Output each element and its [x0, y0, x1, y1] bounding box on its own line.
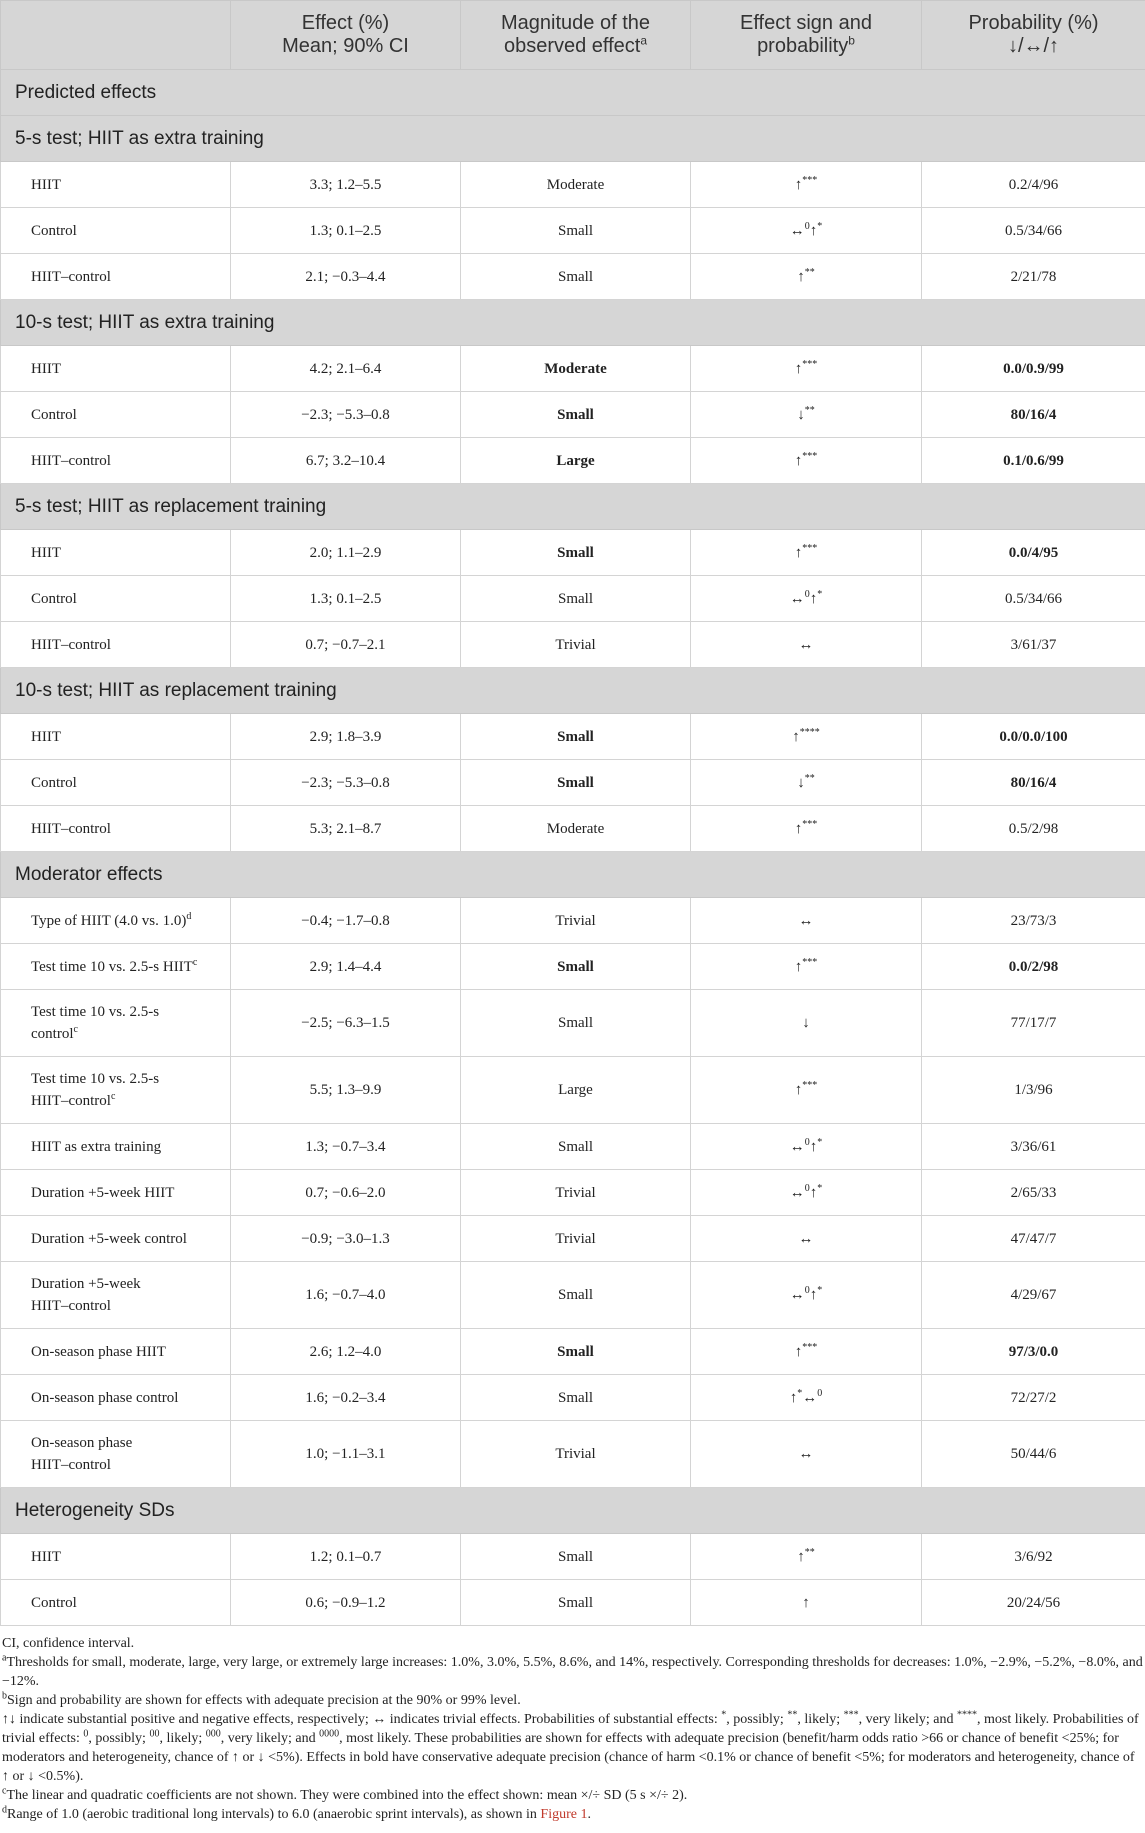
probability-cell: 3/36/61 — [922, 1124, 1145, 1170]
magnitude-cell: Small — [461, 1534, 691, 1580]
sign-cell: ↑*** — [691, 162, 922, 208]
footnote-arrows: ↑↓ indicate substantial positive and negative effects, respectively; ↔ indicates trivial effects. Probabilities of substantial effects: *, possibly; **, likely; ***, very likely; and ****, most likely. Probabilities of trivial effects: $^0$, possibly; $^{00}$, likely; $^{000}$, very likely; and $^{0000}$, most likely. These probabilities are shown for effects with adequate precision (benefit/harm odds ratio >66 or chance of benefit <25%; for moderators and heterogeneity, chance of ↑ or ↓ <5%). Effects in bold have conservative adequate precision (chance of harm <0.1% or chance of benefit <5%; for moderators and heterogeneity, chance of ↑ or ↓ <0.5%). — [2, 1709, 1139, 1784]
magnitude-cell: Small — [461, 208, 691, 254]
sign-cell: ↔ — [691, 622, 922, 668]
header-probability: Probability (%) ↓/↔/↑ — [922, 1, 1145, 70]
magnitude-cell: Small — [461, 1262, 691, 1329]
effect-cell: 1.0; −1.1–3.1 — [231, 1421, 461, 1488]
sign-cell: ↔ — [691, 1421, 922, 1488]
effect-cell: 5.3; 2.1–8.7 — [231, 806, 461, 852]
magnitude-cell: Trivial — [461, 1216, 691, 1262]
probability-cell: 97/3/0.0 — [922, 1329, 1145, 1375]
sign-cell: ↓** — [691, 760, 922, 806]
magnitude-cell: Small — [461, 760, 691, 806]
effect-cell: −0.9; −3.0–1.3 — [231, 1216, 461, 1262]
section-header — [1, 116, 1145, 162]
effect-cell: 1.3; 0.1–2.5 — [231, 208, 461, 254]
sign-cell: ↑*** — [691, 530, 922, 576]
row-label: HIIT — [1, 162, 231, 208]
probability-cell: 80/16/4 — [922, 392, 1145, 438]
row-label: HIIT as extra training — [1, 1124, 231, 1170]
magnitude-cell: Small — [461, 1580, 691, 1626]
table-row — [1, 576, 1145, 622]
magnitude-cell: Moderate — [461, 346, 691, 392]
effect-cell: 4.2; 2.1–6.4 — [231, 346, 461, 392]
effect-cell: 2.9; 1.8–3.9 — [231, 714, 461, 760]
row-label: Control — [1, 208, 231, 254]
sign-cell: ↓** — [691, 392, 922, 438]
section-title: Predicted effects — [1, 70, 1145, 116]
magnitude-cell: Moderate — [461, 806, 691, 852]
effect-cell: 2.0; 1.1–2.9 — [231, 530, 461, 576]
sign-cell: ↔$^0$↑* — [691, 1124, 922, 1170]
sign-cell: ↑*** — [691, 346, 922, 392]
effect-cell: −2.5; −6.3–1.5 — [231, 990, 461, 1057]
row-label: Control — [1, 760, 231, 806]
section-header — [1, 852, 1145, 898]
table-row — [1, 1124, 1145, 1170]
section-header — [1, 668, 1145, 714]
sign-cell: ↔$^0$↑* — [691, 208, 922, 254]
magnitude-cell: Small — [461, 1375, 691, 1421]
probability-cell: 80/16/4 — [922, 760, 1145, 806]
table-row — [1, 622, 1145, 668]
row-label: HIIT–control — [1, 622, 231, 668]
sign-cell: ↔ — [691, 1216, 922, 1262]
magnitude-cell: Small — [461, 990, 691, 1057]
magnitude-cell: Large — [461, 438, 691, 484]
table-row — [1, 254, 1145, 300]
probability-cell: 0.5/34/66 — [922, 576, 1145, 622]
row-label: Test time 10 vs. 2.5-s control$^c$ — [1, 990, 231, 1057]
sign-cell: ↑ — [691, 1580, 922, 1626]
probability-cell: 23/73/3 — [922, 898, 1145, 944]
sign-cell: ↔$^0$↑* — [691, 1262, 922, 1329]
sign-cell: ↑**** — [691, 714, 922, 760]
magnitude-cell: Trivial — [461, 898, 691, 944]
sign-cell: ↑** — [691, 1534, 922, 1580]
probability-cell: 77/17/7 — [922, 990, 1145, 1057]
probability-cell: 0.0/0.0/100 — [922, 714, 1145, 760]
table-row — [1, 438, 1145, 484]
footnote-b: $^b$Sign and probability are shown for effects with adequate precision at the 90% or 99% level. — [2, 1690, 521, 1708]
sign-cell: ↓ — [691, 990, 922, 1057]
sign-cell: ↑*** — [691, 1057, 922, 1124]
header-sign: Effect sign and probability$^b$ — [691, 1, 922, 70]
table-row — [1, 898, 1145, 944]
section-title: 5-s test; HIIT as replacement training — [1, 484, 1145, 530]
magnitude-cell: Small — [461, 530, 691, 576]
probability-cell: 0.0/0.9/99 — [922, 346, 1145, 392]
probability-cell: 50/44/6 — [922, 1421, 1145, 1488]
section-title: 10-s test; HIIT as replacement training — [1, 668, 1145, 714]
magnitude-cell: Moderate — [461, 162, 691, 208]
section-title: 5-s test; HIIT as extra training — [1, 116, 1145, 162]
magnitude-cell: Trivial — [461, 1170, 691, 1216]
probability-cell: 3/61/37 — [922, 622, 1145, 668]
effect-cell: −2.3; −5.3–0.8 — [231, 760, 461, 806]
sign-cell: ↔ — [691, 898, 922, 944]
table-row — [1, 1216, 1145, 1262]
footnote-c: $^c$The linear and quadratic coefficients are not shown. They were combined into the effect shown: mean ×/÷ SD (5 s ×/÷ 2). — [2, 1785, 688, 1803]
table-body — [1, 70, 1145, 1626]
effect-cell: 2.1; −0.3–4.4 — [231, 254, 461, 300]
section-header — [1, 484, 1145, 530]
effect-cell: 1.3; 0.1–2.5 — [231, 576, 461, 622]
sign-cell: ↑*** — [691, 1329, 922, 1375]
row-label: HIIT–control — [1, 438, 231, 484]
row-label: HIIT — [1, 714, 231, 760]
effect-cell: −0.4; −1.7–0.8 — [231, 898, 461, 944]
sign-cell: ↑** — [691, 254, 922, 300]
row-label: HIIT–control — [1, 806, 231, 852]
sign-cell: ↔$^0$↑* — [691, 576, 922, 622]
probability-cell: 2/65/33 — [922, 1170, 1145, 1216]
table-row — [1, 990, 1145, 1057]
table-row — [1, 944, 1145, 990]
effect-cell: 1.2; 0.1–0.7 — [231, 1534, 461, 1580]
footnote-a: $^a$Thresholds for small, moderate, large, very large, or extremely large increases: 1.0%, 3.0%, 5.5%, 8.6%, and 14%, respectively. Corresponding thresholds for decreases: 1.0%, −2.9%, −5.2%, −8.0%, and −12%. — [2, 1652, 1143, 1689]
magnitude-cell: Small — [461, 576, 691, 622]
table-row — [1, 1421, 1145, 1488]
row-label: Control — [1, 576, 231, 622]
probability-cell: 0.5/2/98 — [922, 806, 1145, 852]
magnitude-cell: Large — [461, 1057, 691, 1124]
footnotes — [0, 1626, 1145, 1824]
sign-cell: ↔$^0$↑* — [691, 1170, 922, 1216]
magnitude-cell: Trivial — [461, 1421, 691, 1488]
footnote-ci: CI, confidence interval. — [2, 1636, 135, 1651]
section-title: Moderator effects — [1, 852, 1145, 898]
magnitude-cell: Small — [461, 1329, 691, 1375]
effect-cell: 2.9; 1.4–4.4 — [231, 944, 461, 990]
magnitude-cell: Small — [461, 1124, 691, 1170]
row-label: Test time 10 vs. 2.5-s HIIT–control$^c$ — [1, 1057, 231, 1124]
effect-cell: 2.6; 1.2–4.0 — [231, 1329, 461, 1375]
effect-cell: 6.7; 3.2–10.4 — [231, 438, 461, 484]
row-label: On-season phase control — [1, 1375, 231, 1421]
row-label: Duration +5-week control — [1, 1216, 231, 1262]
probability-cell: 4/29/67 — [922, 1262, 1145, 1329]
section-title: Heterogeneity SDs — [1, 1488, 1145, 1534]
table-row — [1, 530, 1145, 576]
section-header — [1, 1488, 1145, 1534]
probability-cell: 0.0/4/95 — [922, 530, 1145, 576]
table-row — [1, 346, 1145, 392]
effect-cell: 1.3; −0.7–3.4 — [231, 1124, 461, 1170]
effect-cell: 5.5; 1.3–9.9 — [231, 1057, 461, 1124]
probability-cell: 0.1/0.6/99 — [922, 438, 1145, 484]
row-label: Type of HIIT (4.0 vs. 1.0)$^d$ — [1, 898, 231, 944]
table-row — [1, 714, 1145, 760]
row-label: HIIT — [1, 1534, 231, 1580]
header-effect: Effect (%) Mean; 90% CI — [231, 1, 461, 70]
probability-cell: 47/47/7 — [922, 1216, 1145, 1262]
magnitude-cell: Small — [461, 944, 691, 990]
section-title: 10-s test; HIIT as extra training — [1, 300, 1145, 346]
effect-cell: 0.6; −0.9–1.2 — [231, 1580, 461, 1626]
row-label: Duration +5-week HIIT — [1, 1170, 231, 1216]
row-label: HIIT — [1, 530, 231, 576]
row-label: On-season phase HIIT — [1, 1329, 231, 1375]
sign-cell: ↑*** — [691, 944, 922, 990]
table-row — [1, 1329, 1145, 1375]
magnitude-cell: Small — [461, 254, 691, 300]
table-row — [1, 1534, 1145, 1580]
row-label: Test time 10 vs. 2.5-s HIIT$^c$ — [1, 944, 231, 990]
probability-cell: 72/27/2 — [922, 1375, 1145, 1421]
figure-1-link[interactable]: Figure 1 — [540, 1807, 588, 1822]
table-row — [1, 760, 1145, 806]
table-row — [1, 1170, 1145, 1216]
table-row — [1, 392, 1145, 438]
row-label: HIIT — [1, 346, 231, 392]
row-label: Duration +5-week HIIT–control — [1, 1262, 231, 1329]
probability-cell: 0.0/2/98 — [922, 944, 1145, 990]
table-row — [1, 162, 1145, 208]
probability-cell: 0.5/34/66 — [922, 208, 1145, 254]
section-header — [1, 70, 1145, 116]
probability-cell: 3/6/92 — [922, 1534, 1145, 1580]
effect-cell: 0.7; −0.6–2.0 — [231, 1170, 461, 1216]
row-label: HIIT–control — [1, 254, 231, 300]
row-label: Control — [1, 1580, 231, 1626]
sign-cell: ↑*↔$^0$ — [691, 1375, 922, 1421]
table-row — [1, 208, 1145, 254]
magnitude-cell: Trivial — [461, 622, 691, 668]
probability-cell: 0.2/4/96 — [922, 162, 1145, 208]
sign-cell: ↑*** — [691, 806, 922, 852]
magnitude-cell: Small — [461, 392, 691, 438]
effect-cell: 0.7; −0.7–2.1 — [231, 622, 461, 668]
row-label: On-season phase HIIT–control — [1, 1421, 231, 1488]
magnitude-cell: Small — [461, 714, 691, 760]
effect-cell: 1.6; −0.2–3.4 — [231, 1375, 461, 1421]
table-row — [1, 1375, 1145, 1421]
footnote-d: $^d$Range of 1.0 (aerobic traditional long intervals) to 6.0 (anaerobic sprint intervals), as shown in Figure 1. — [2, 1804, 591, 1822]
table-header — [1, 1, 1145, 70]
row-label: Control — [1, 392, 231, 438]
probability-cell: 20/24/56 — [922, 1580, 1145, 1626]
header-magnitude: Magnitude of the observed effect$^a$ — [461, 1, 691, 70]
table-row — [1, 1580, 1145, 1626]
effect-cell: −2.3; −5.3–0.8 — [231, 392, 461, 438]
probability-cell: 2/21/78 — [922, 254, 1145, 300]
table-row — [1, 1262, 1145, 1329]
section-header — [1, 300, 1145, 346]
probability-cell: 1/3/96 — [922, 1057, 1145, 1124]
header-empty — [1, 1, 231, 70]
effect-cell: 3.3; 1.2–5.5 — [231, 162, 461, 208]
effect-cell: 1.6; −0.7–4.0 — [231, 1262, 461, 1329]
sign-cell: ↑*** — [691, 438, 922, 484]
table-row — [1, 806, 1145, 852]
table-row — [1, 1057, 1145, 1124]
